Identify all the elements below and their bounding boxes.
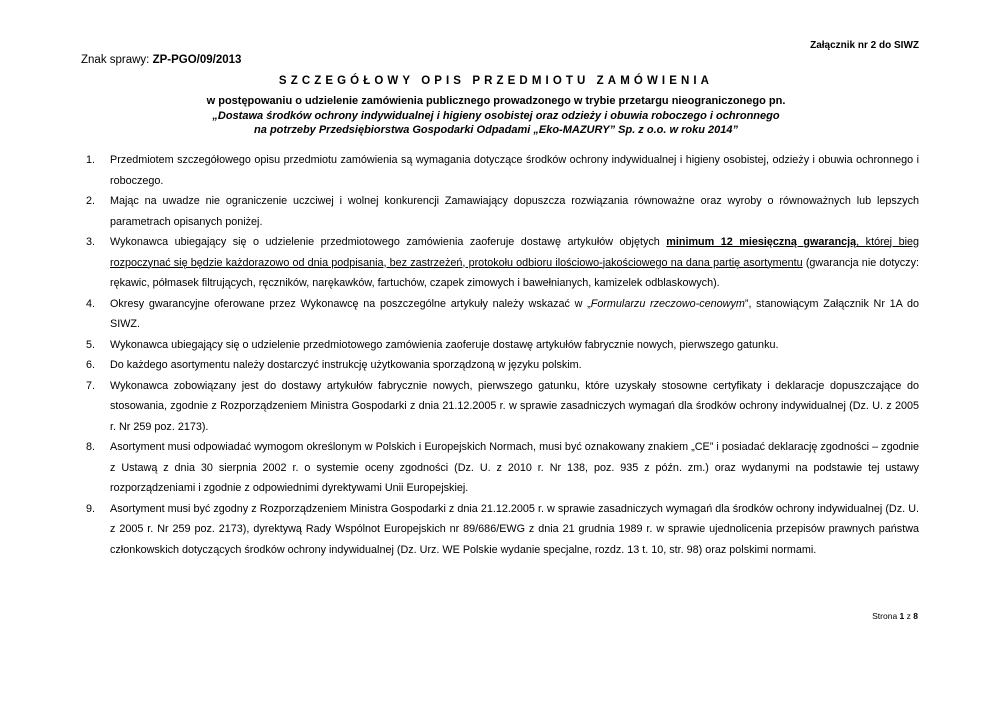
item-text: Wykonawca zobowiązany jest do dostawy artykułów fabrycznie nowych, pierwszego gatunku, które uzyskały stosowne certyfikaty i deklaracje dopuszczające do stosowania, zgodnie z Rozporządzeniem Ministra Gospodarki z dnia 21.12.2005 r. w sprawie zasadniczych wymagań dla środków ochrony indywidualnej (Dz. U. z 2005 r. Nr 259 poz. 2173). [110, 379, 919, 433]
page-current: 1 [899, 611, 905, 621]
list-item [81, 191, 919, 232]
item-text: Wykonawca ubiegający się o udzielenie przedmiotowego zamówienia zaoferuje dostawę artykułów fabrycznie nowych, pierwszego gatunku. [110, 338, 779, 351]
item-text: Asortyment musi odpowiadać wymogom określonym w Polskich i Europejskich Normach, musi być oznakowany znakiem „CE” i posiadać deklarację zgodności – zgodnie z Ustawą z dnia 30 sierpnia 2002 r. o systemie oceny zgodności (Dz. U. z 2010 r. Nr 138, poz. 935 z późn. zm.) oraz wydanymi na podstawie tej ustawy rozporządzeniami i zgodnie z odpowiednimi dyrektywami Unii Europejskiej. [110, 441, 919, 494]
document-subtitle [0, 94, 992, 138]
subtitle-line-3: na potrzeby Przedsiębiorstwa Gospodarki Odpadami „Eko-MAZURY” Sp. z o.o. w roku 2014” [254, 124, 738, 136]
page-number [872, 611, 918, 621]
item-number: 9. [86, 502, 96, 515]
document-title: SZCZEGÓŁOWY OPIS PRZEDMIOTU ZAMÓWIENIA [278, 75, 714, 87]
case-number-value: ZP-PGO/09/2013 [152, 54, 242, 66]
item-number: 7. [86, 379, 96, 392]
page-separator: z [904, 611, 914, 621]
attachment-note: Załącznik nr 2 do SIWZ [810, 40, 919, 51]
item-text [110, 232, 919, 294]
subtitle-line-2: „Dostawa środków ochrony indywidualnej i higieny osobistej oraz odzieży i obuwia roboczego i ochronnego [212, 109, 780, 122]
page-label: Strona [872, 611, 900, 621]
item-text-part: ”, stanowiącym Załącznik Nr 1A do SIWZ. [110, 297, 919, 330]
warranty-exclusions: (gwarancja nie dotyczy: rękawic, półmasek filtrujących, ręczników, narękawków, fartuchów, czapek zimowych i bawełnianych, kamizelek odblaskowych). [110, 256, 919, 289]
list-item [81, 294, 919, 335]
list-item [81, 437, 919, 499]
form-name: Formularzu rzeczowo-cenowym [590, 297, 745, 310]
item-number: 6. [86, 359, 96, 371]
list-item [81, 232, 919, 294]
warranty-emphasis: minimum 12 miesięczną gwarancją [666, 236, 857, 248]
case-number [81, 54, 241, 66]
list-item [81, 499, 919, 561]
item-text-part: Wykonawca ubiegający się o udzielenie przedmiotowego zamówienia zaoferuje dostawę artykułów objętych [110, 236, 667, 248]
item-text-part: Okresy gwarancyjne oferowane przez Wykonawcę na poszczególne artykuły należy wskazać w „ [110, 297, 591, 310]
subtitle-line-1: w postępowaniu o udzielenie zamówienia publicznego prowadzonego w trybie przetargu nieograniczonego pn. [206, 95, 786, 107]
list-item [81, 376, 919, 438]
item-number: 3. [86, 236, 96, 248]
requirements-list [81, 150, 919, 560]
item-number: 5. [86, 338, 96, 351]
item-text: Do każdego asortymentu należy dostarczyć instrukcję użytkowania sporządzoną w języku polskim. [110, 359, 582, 371]
item-text: Przedmiotem szczegółowego opisu przedmiotu zamówienia są wymagania dotyczące środków ochrony indywidualnej i higieny osobistej, odzieży i obuwia ochronnego i roboczego. [110, 154, 919, 187]
list-item [81, 335, 919, 356]
case-number-label: Znak sprawy: [81, 54, 153, 66]
list-item [81, 355, 919, 376]
item-number: 1. [86, 154, 96, 166]
item-text [110, 294, 919, 335]
warranty-start-condition: j bieg rozpoczynać się będzie każdorazowo od dnia podpisania, bez zastrzeżeń, protokołu odbioru ilościowo-jakościowego na dana partię asortymentu [110, 236, 919, 269]
page-total: 8 [913, 611, 918, 621]
item-number: 4. [86, 297, 96, 310]
item-text: Mając na uwadze nie ograniczenie uczciwej i wolnej konkurencji Zamawiający dopuszcza rozwiązania równoważne oraz wyroby o równoważnych lub lepszych parametrach opisanych poniżej. [110, 195, 919, 228]
item-number: 8. [86, 441, 96, 453]
item-text: Asortyment musi być zgodny z Rozporządzeniem Ministra Gospodarki z dnia 21.12.2005 r. w sprawie zasadniczych wymagań dla środków ochrony indywidualnej (Dz. U. z 2005 r. Nr 259 poz. 2173), dyrektywą Rady Wspólnot Europejskich nr 89/686/EWG z dnia 21 grudnia 1989 r. w sprawie ujednolicenia przepisów prawnych państwa członkowskich dotyczących środków ochrony indywidualnej (Dz. Urz. WE Polskie wydanie specjalne, rozdz. 13 t. 10, str. 98) oraz polskimi normami. [110, 502, 919, 556]
list-item [81, 150, 919, 191]
item-number: 2. [86, 195, 96, 207]
item-text-part: , które [856, 236, 890, 248]
